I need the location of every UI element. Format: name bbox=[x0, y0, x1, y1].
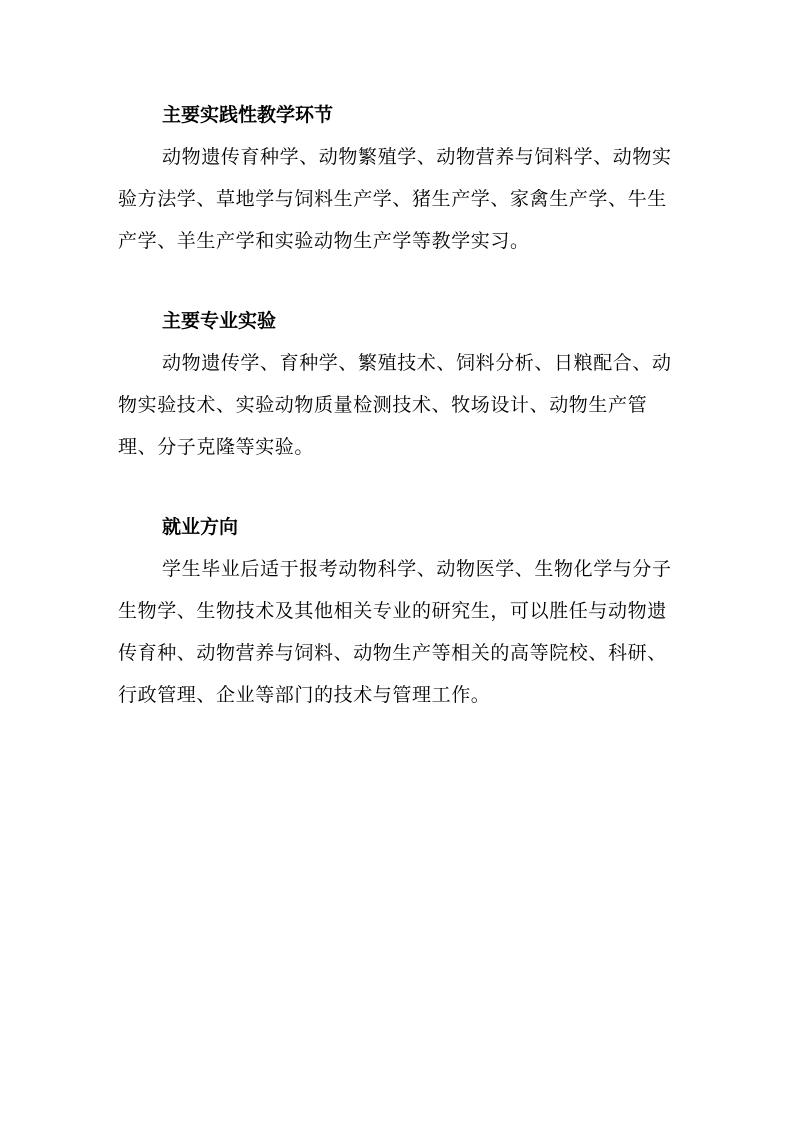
section-employment-direction bbox=[118, 512, 676, 716]
section-body: 动物遗传育种学、动物繁殖学、动物营养与饲料学、动物实验方法学、草地学与饲料生产学、猪生产学、家禽生产学、牛生产学、羊生产学和实验动物生产学等教学实习。 bbox=[118, 146, 672, 252]
section-title: 主要实践性教学环节 bbox=[162, 104, 334, 126]
section-practical-teaching bbox=[118, 100, 676, 262]
section-body: 动物遗传学、育种学、繁殖技术、饲料分析、日粮配合、动物实验技术、实验动物质量检测技术、牧场设计、动物生产管理、分子克隆等实验。 bbox=[118, 352, 672, 458]
section-body: 学生毕业后适于报考动物科学、动物医学、生物化学与分子生物学、生物技术及其他相关专业的研究生，可以胜任与动物遗传育种、动物营养与饲料、动物生产等相关的高等院校、科研、行政管理、企业等部门的技术与管理工作。 bbox=[118, 558, 672, 706]
section-title: 就业方向 bbox=[162, 516, 239, 538]
section-title: 主要专业实验 bbox=[162, 310, 277, 332]
section-major-experiments bbox=[118, 306, 676, 468]
